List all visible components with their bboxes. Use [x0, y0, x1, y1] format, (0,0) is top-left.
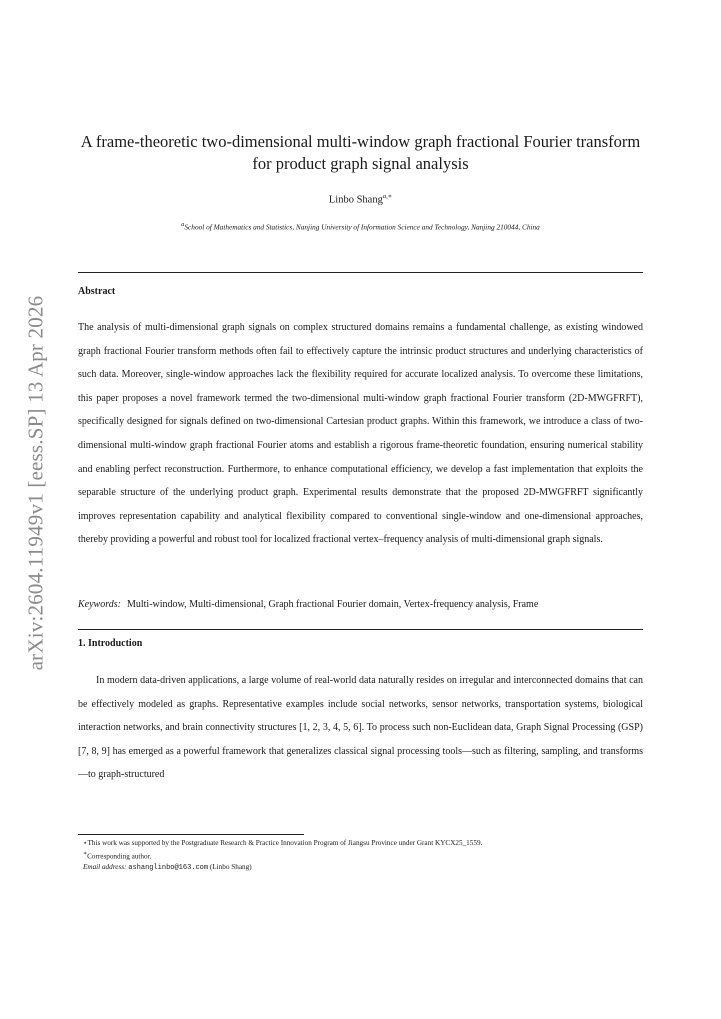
affiliation-mark: a [181, 221, 185, 228]
abstract-top-rule [78, 272, 643, 273]
arxiv-identifier: arXiv:2604.11949v1 [eess.SP] 13 Apr 2026 [23, 295, 48, 670]
abstract-heading: Abstract [78, 286, 116, 297]
abstract-text: The analysis of multi-dimensional graph signals on complex structured domains remains a fundamental challenge, as existing windowed graph fractional Fourier transform methods often fail to effectively capture the intrinsic product structures and underlying characteristics of such data. Moreover, single-window approaches lack the flexibility required for accurate localized analysis. To overcome these limitations, this paper proposes a novel framework termed the two-dimensional multi-window graph fractional Fourier transform (2D-MWGFRFT), specifically designed for signals defined on two-dimensional Cartesian product graphs. Within this framework, we introduce a class of two-dimensional multi-window graph fractional Fourier atoms and establish a rigorous frame-theoretic foundation, ensuring numerical stability and enabling perfect reconstruction. Furthermore, to enhance computational efficiency, we develop a fast implementation that exploits the separable structure of the underlying product graph. Experimental results demonstrate that the proposed 2D-MWGFRFT significantly improves representation capability and analytical flexibility compared to conventional single-window and one-dimensional approaches, thereby providing a powerful and robust tool for localized fractional vertex–frequency analysis of multi-dimensional graph signals. [78, 322, 643, 546]
author-marks: a,∗ [382, 193, 393, 200]
keywords-text: Multi-window, Multi-dimensional, Graph fractional Fourier domain, Vertex-frequency analysis, Frame [126, 599, 539, 610]
footnote-corresponding-text: Corresponding author. [87, 851, 152, 860]
affiliation [78, 221, 643, 231]
footnote-corresponding [83, 849, 482, 862]
email-address: ashanglinbo@163.com [128, 863, 209, 872]
footnote-funding-mark: ⋆ [83, 839, 88, 847]
affiliation-text: School of Mathematics and Statistics, Nanjing University of Information Science and Technology, Nanjing 210044, China [184, 222, 540, 232]
footnote-funding [83, 838, 482, 849]
footnote-rule [78, 834, 304, 835]
introduction-paragraph: In modern data-driven applications, a large volume of real-world data naturally resides on irregular and interconnected domains that can be effectively modeled as graphs. Representative examples include social networks, sensor networks, transportation systems, biological interaction networks, and brain connectivity structures [1, 2, 3, 4, 5, 6]. To process such non-Euclidean data, Graph Signal Processing (GSP) [7, 8, 9] has emerged as a powerful framework that generalizes classical signal processing tools—such as filtering, sampling, and transforms—to graph-structured [78, 675, 643, 781]
arxiv-side-stamp [20, 290, 52, 675]
paper-title: A frame-theoretic two-dimensional multi-window graph fractional Fourier transform for product graph signal analysis [80, 132, 641, 173]
author-name: Linbo Shang [328, 194, 383, 206]
keywords-label: Keywords: [78, 599, 121, 610]
email-label: Email address: [83, 862, 127, 871]
abstract-bottom-rule [78, 629, 643, 630]
footnote-funding-text: This work was supported by the Postgraduate Research & Practice Innovation Program of Jiangsu Province under Grant KYCX25_1559. [87, 839, 483, 847]
keywords-line [78, 599, 643, 610]
footnote-corresponding-mark: ∗ [83, 850, 88, 857]
footnotes [83, 838, 482, 873]
author-line [78, 192, 643, 206]
email-owner: (Linbo Shang) [209, 862, 252, 871]
footnote-email [83, 862, 482, 874]
section-heading-introduction: 1. Introduction [78, 638, 143, 649]
